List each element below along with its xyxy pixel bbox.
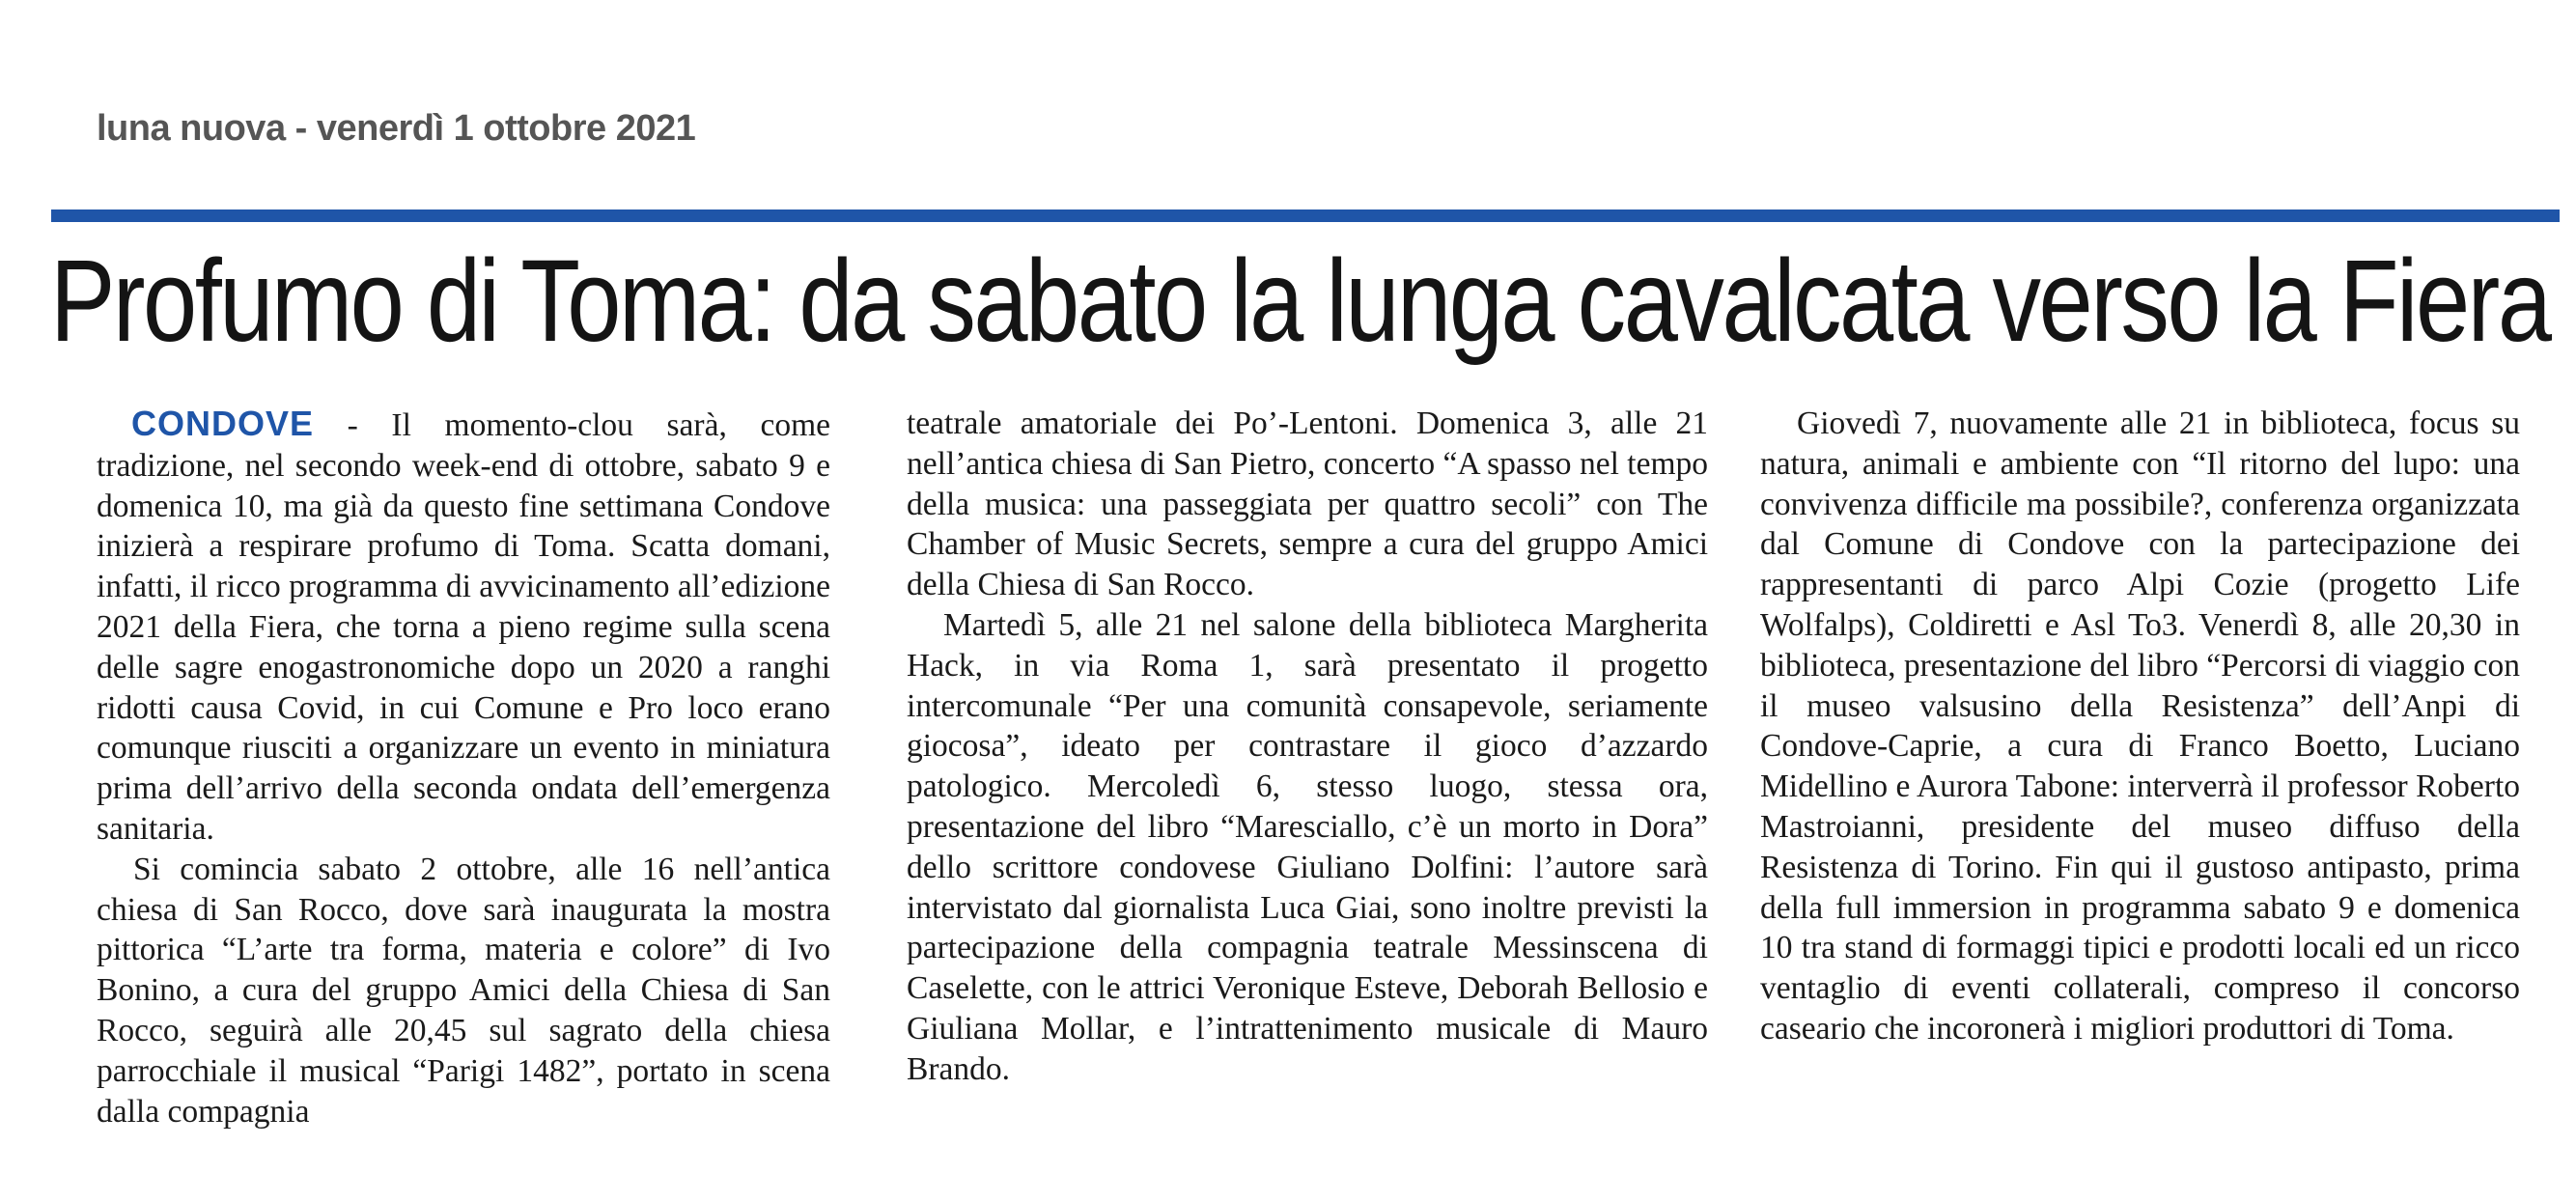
- article-column-1: [97, 404, 830, 1131]
- article-paragraph: [97, 404, 830, 850]
- city-label: CONDOVE: [131, 404, 315, 443]
- paragraph-text: - Il momento-clou sarà, come tradizione, nel secondo week-end di ottobre, sabato 9 e domenica 10, ma già da questo fine settimana Condove inizierà a respirare profumo di Toma. Scatta domani, infatti, il ricco programma di avvicinamento all’edizione 2021 della Fiera, che torna a pieno regime sulla scena delle sagre enogastronomiche dopo un 2020 a ranghi ridotti causa Covid, in cui Comune e Pro loco erano comunque riusciti a organizzare un evento in miniatura prima dell’arrivo della seconda ondata dell’emergenza sanitaria.: [97, 407, 830, 847]
- article-column-3: [1760, 404, 2520, 1049]
- article-paragraph: Si comincia sabato 2 ottobre, alle 16 nell’antica chiesa di San Rocco, dove sarà inaugurata la mostra pittorica “L’arte tra forma, materia e colore” di Ivo Bonino, a cura del gruppo Amici della Chiesa di San Rocco, seguirà alle 20,45 sul sagrato della chiesa parrocchiale il musical “Parigi 1482”, portato in scena dalla compagnia: [97, 851, 830, 1130]
- article-column-2: [907, 404, 1708, 1090]
- article-paragraph: Martedì 5, alle 21 nel salone della biblioteca Margherita Hack, in via Roma 1, sarà presentato il progetto intercomunale “Per una comunità consapevole, seriamente giocosa”, ideato per contrastare il gioco d’azzardo patologico. Mercoledì 6, stesso luogo, stessa ora, presentazione del libro “Maresciallo, c’è un morto in Dora” dello scrittore condovese Giuliano Dolfini: l’autore sarà intervistato dal giornalista Luca Giai, sono inoltre previsti la partecipazione della compagnia teatrale Messinscena di Caselette, con le attrici Veronique Esteve, Deborah Bellosio e Giuliana Mollar, e l’intrattenimento musicale di Mauro Brando.: [907, 606, 1708, 1087]
- article-paragraph: teatrale amatoriale dei Po’-Lentoni. Domenica 3, alle 21 nell’antica chiesa di San Pietro, concerto “A spasso nel tempo della musica: una passeggiata per quattro secoli” con The Chamber of Music Secrets, sempre a cura del gruppo Amici della Chiesa di San Rocco.: [907, 405, 1708, 603]
- header-rule: [51, 209, 2560, 222]
- dateline: luna nuova - venerdì 1 ottobre 2021: [97, 108, 696, 149]
- headline: Profumo di Toma: da sabato la lunga cavalcata verso la Fiera: [50, 235, 2550, 366]
- article-paragraph: Giovedì 7, nuovamente alle 21 in biblioteca, focus su natura, animali e ambiente con “Il ritorno del lupo: una convivenza difficile ma possibile?, conferenza organizzata dal Comune di Condove con la partecipazione dei rappresentanti di parco Alpi Cozie (progetto Life Wolfalps), Coldiretti e Asl To3. Venerdì 8, alle 20,30 in biblioteca, presentazione del libro “Percorsi di viaggio con il museo valsusino della Resistenza” dell’Anpi di Condove-Caprie, a cura di Franco Boetto, Luciano Midellino e Aurora Tabone: interverrà il professor Roberto Mastroianni, presidente del museo diffuso della Resistenza di Torino. Fin qui il gustoso antipasto, prima della full immersion in programma sabato 9 e domenica 10 tra stand di formaggi tipici e prodotti locali ed un ricco ventaglio di eventi collaterali, compreso il concorso caseario che incoronerà i migliori produttori di Toma.: [1760, 405, 2520, 1047]
